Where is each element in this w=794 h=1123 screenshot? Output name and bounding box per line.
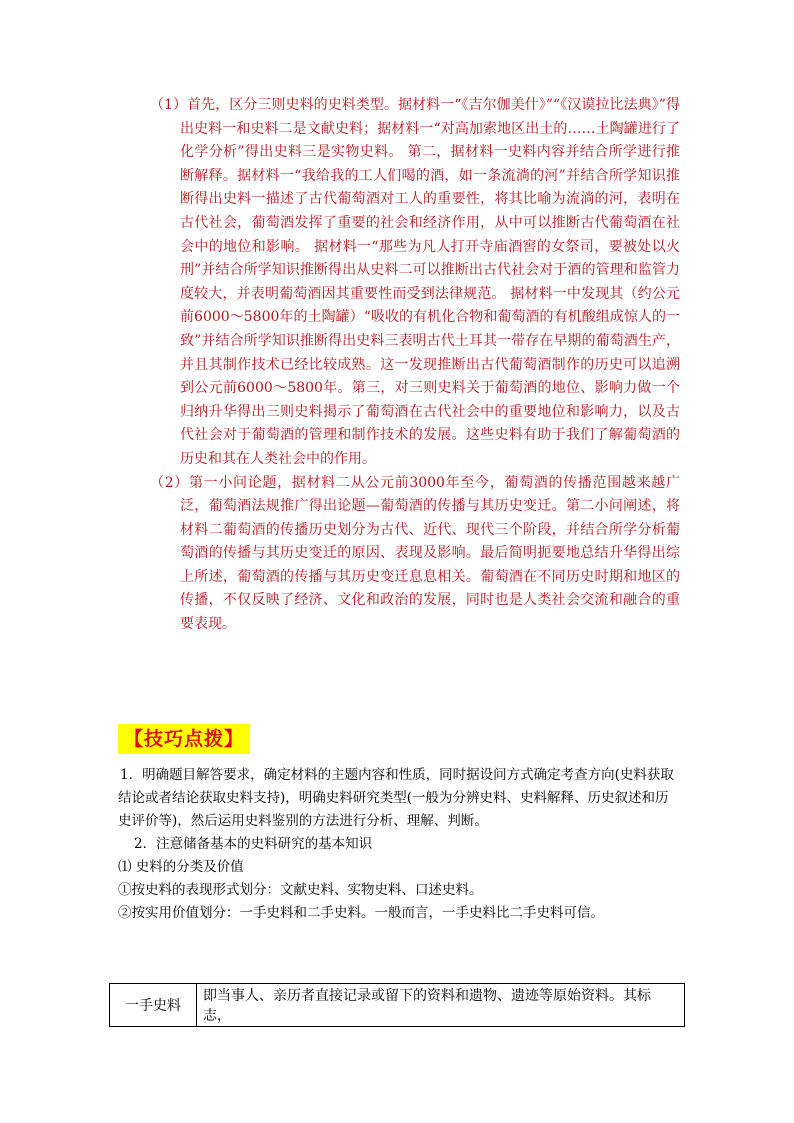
answer-block xyxy=(150,94,680,637)
tip-item-1: 1．明确题目解答要求，确定材料的主题内容和性质，同时据设问方式确定考查方向(史料获取结论或者结论获取史料支持)，明确史料研究类型(一般为分辨史料、史料解释、历史叙述和历史评价等)，然后运用史料鉴别的方法进行分析、理解、判断。 xyxy=(118,767,674,829)
table-desc-cell: 即当事人、亲历者直接记录或留下的资料和遗物、遗迹等原始资料。其标志， xyxy=(197,984,685,1027)
tip-category-1: ①按史料的表现形式划分：文献史料、实物史料、口述史料。 xyxy=(118,882,483,898)
tip-category-2: ②按实用价值划分：一手史料和二手史料。一般而言，一手史料比二手史料可信。 xyxy=(118,905,604,921)
table-label-cell: 一手史料 xyxy=(110,984,197,1027)
table-row xyxy=(110,984,685,1027)
answer-part-1: （1）首先，区分三则史料的史料类型。据材料一“《吉尔伽美什》”“《汉谟拉比法典》”得出史料一和史料二是文献史料；据材料一“对高加索地区出土的……土陶罐进行了化学分析”得出史料三是实物史料。 第二，据材料一史料内容并结合所学进行推断解释。据材料一“我给我的工人们喝的酒，如一条流淌的河”并结合所学知识推断得出史料一描述了古代葡萄酒对工人的重要性，将其比喻为流淌的河，表明在古代社会，葡萄酒发挥了重要的社会和经济作用，从中可以推断古代葡萄酒在社会中的地位和影响。 据材料一“那些为凡人打开寺庙酒窖的女祭司，要被处以火刑”并结合所学知识推断得出从史料二可以推断出古代社会对于酒的管理和监管力度较大，并表明葡萄酒因其重要性而受到法律规范。 据材料一中发现其（约公元前6000～5800年的土陶罐）“吸收的有机化合物和葡萄酒的有机酸组成惊人的一致”并结合所学知识推断得出史料三表明古代土耳其一带存在早期的葡萄酒生产，并且其制作技术已经比较成熟。这一发现推断出古代葡萄酒制作的历史可以追溯到公元前6000～5800年。第三，对三则史料关于葡萄酒的地位、影响力做一个归纳升华得出三则史料揭示了葡萄酒在古代社会中的重要地位和影响力，以及古代社会对于葡萄酒的管理和制作技术的发展。这些史料有助于我们了解葡萄酒的历史和其在人类社会中的作用。 xyxy=(150,97,680,467)
source-table xyxy=(109,983,685,1027)
answer-part-2: （2）第一小问论题，据材料二从公元前3000年至今，葡萄酒的传播范围越来越广泛，葡萄酒法规推广得出论题—葡萄酒的传播与其历史变迁。第二小问阐述，将材料二葡萄酒的传播历史划分为古代、近代、现代三个阶段，并结合所学分析葡萄酒的传播与其历史变迁的原因、表现及影响。最后简明扼要地总结升华得出综上所述，葡萄酒的传播与其历史变迁息息相关。葡萄酒在不同历史时期和地区的传播，不仅反映了经济、文化和政治的发展，同时也是人类社会交流和融合的重要表现。 xyxy=(150,474,680,633)
tips-heading: 【技巧点拨】 xyxy=(118,724,250,754)
tips-body xyxy=(118,764,678,925)
tip-sub-1: ⑴ 史料的分类及价值 xyxy=(118,859,244,875)
tip-item-2: 2．注意储备基本的史料研究的基本知识 xyxy=(134,836,373,852)
